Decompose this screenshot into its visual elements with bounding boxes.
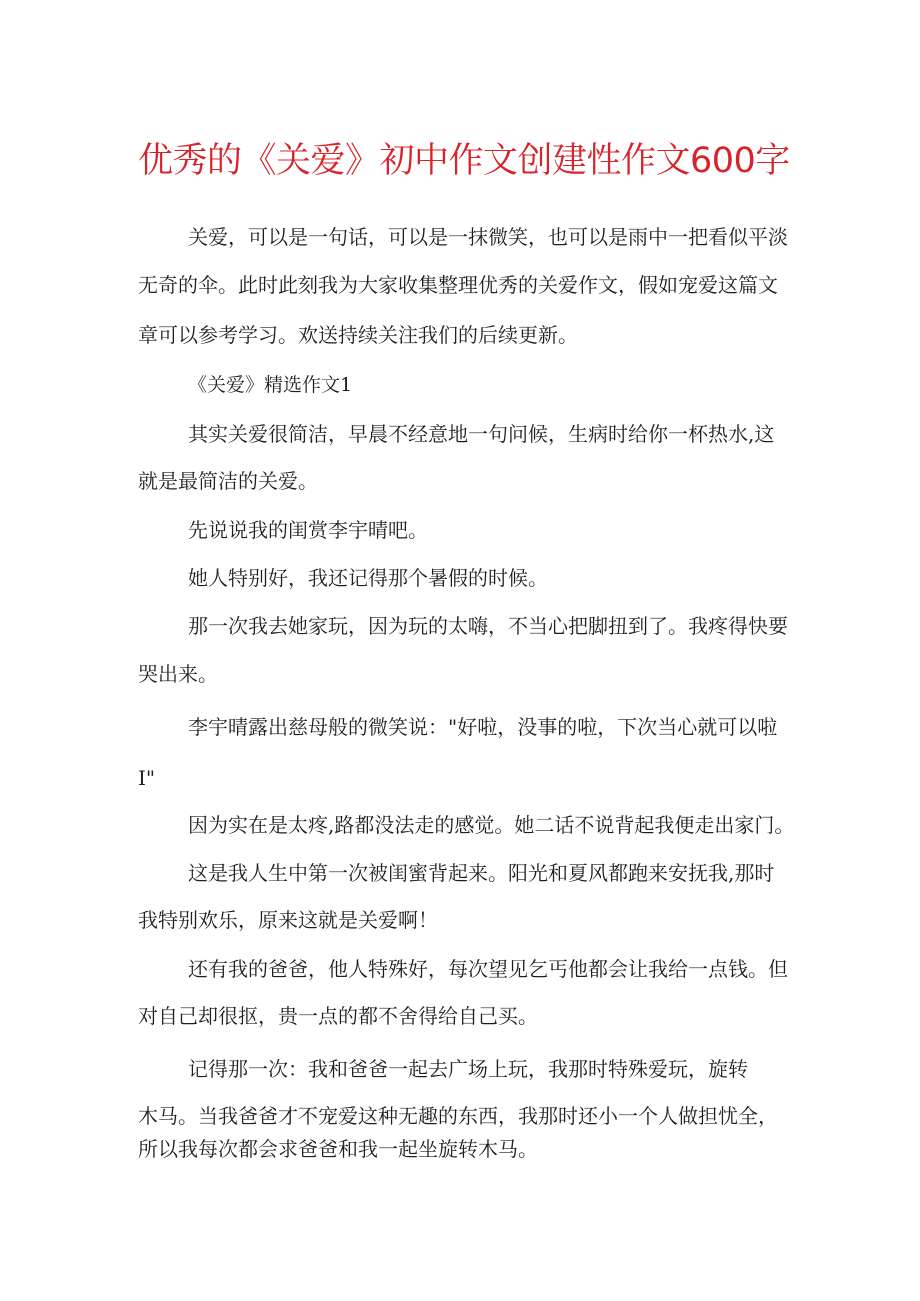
paragraph-line: I" [138, 766, 156, 790]
section-heading: 《关爱》精选作文1 [188, 374, 353, 396]
paragraph-line: 就是最简洁的关爱。 [138, 469, 318, 493]
paragraph-line: 这是我人生中第一次被闺蜜背起来。阳光和夏风都跑来安抚我,那时 [188, 861, 775, 885]
paragraph-line: 关爱，可以是一句话，可以是一抹微笑，也可以是雨中一把看似平淡 [188, 225, 788, 249]
paragraph-line: 章可以参考学习。欢送持续关注我们的后续更新。 [138, 323, 578, 347]
paragraph-line: 我特别欢乐，原来这就是关爱啊！ [138, 908, 438, 932]
document-title: 优秀的《关爱》初中作文创建性作文600字 [138, 141, 790, 181]
paragraph-line: 先说说我的闺赏李宇晴吧。 [188, 518, 428, 542]
paragraph-line: 所以我每次都会求爸爸和我一起坐旋转木马。 [138, 1137, 538, 1161]
paragraph-line: 李宇晴露出慈母般的微笑说："好啦，没事的啦，下次当心就可以啦 [188, 715, 778, 739]
paragraph-line: 那一次我去她家玩，因为玩的太嗨，不当心把脚扭到了。我疼得快要 [188, 614, 788, 638]
paragraph-line: 因为实在是太疼,路都没法走的感觉。她二话不说背起我便走出家门。 [188, 813, 795, 837]
paragraph-line: 哭出来。 [138, 662, 218, 686]
paragraph-line: 还有我的爸爸，他人特殊好，每次望见乞丐他都会让我给一点钱。但 [188, 957, 788, 981]
paragraph-line: 记得那一次：我和爸爸一起去广场上玩，我那时特殊爱玩，旋转 [188, 1057, 748, 1081]
paragraph-line: 她人特别好，我还记得那个暑假的时候。 [188, 566, 548, 590]
paragraph-line: 无奇的伞。此时此刻我为大家收集整理优秀的关爱作文，假如宠爱这篇文 [138, 273, 778, 297]
paragraph-line: 对自己却很抠，贵一点的都不舍得给自己买。 [138, 1004, 538, 1028]
paragraph-line: 木马。当我爸爸才不宠爱这种无趣的东西，我那时还小一个人做担忧全， [138, 1104, 778, 1128]
paragraph-line: 其实关爱很简洁，早晨不经意地一句问候，生病时给你一杯热水,这 [188, 422, 775, 446]
